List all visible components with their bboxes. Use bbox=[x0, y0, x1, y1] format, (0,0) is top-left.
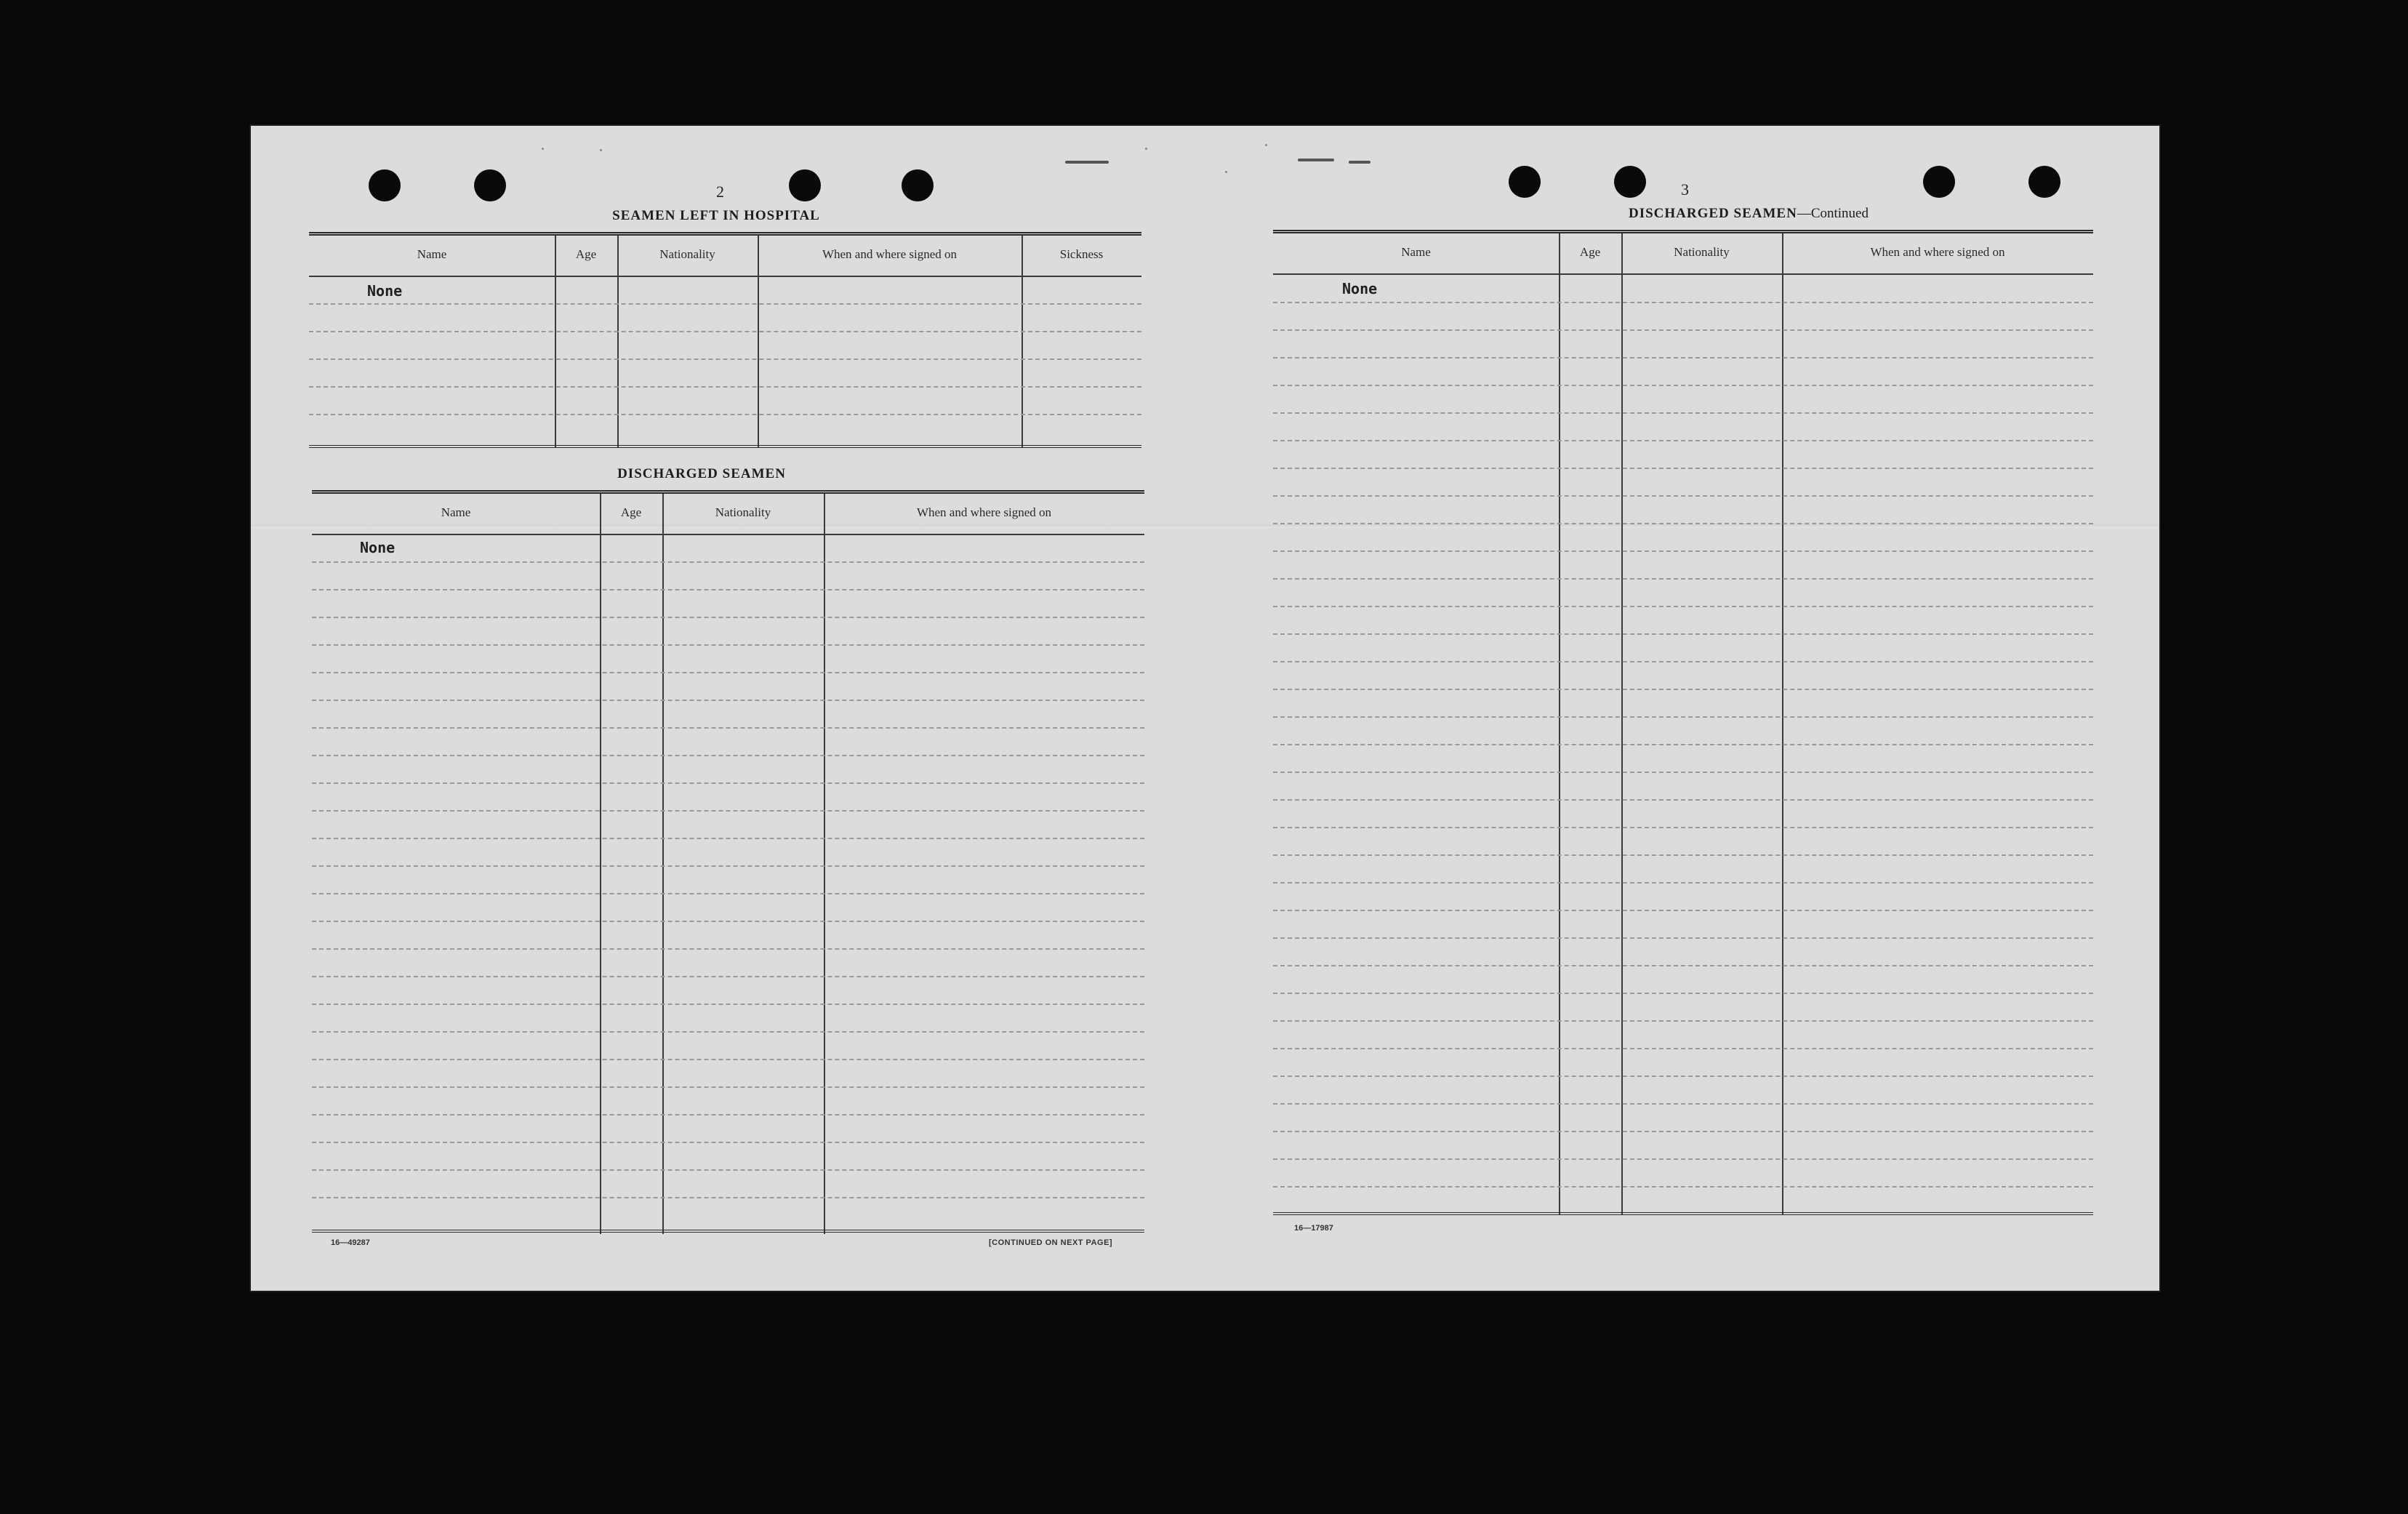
row-rule bbox=[312, 921, 1144, 922]
column-header-age: Age bbox=[620, 505, 642, 519]
punch-hole bbox=[1614, 166, 1646, 198]
row-rule bbox=[312, 617, 1144, 618]
row-rule bbox=[312, 727, 1144, 729]
column-header-signed-on: When and where signed on bbox=[916, 505, 1052, 519]
punch-hole bbox=[369, 169, 401, 201]
row-rule bbox=[1273, 1103, 2093, 1105]
table-bottom-rule bbox=[312, 1230, 1144, 1233]
row-rule bbox=[309, 386, 1141, 388]
punch-hole bbox=[474, 169, 506, 201]
column-divider bbox=[824, 494, 825, 1234]
row-rule bbox=[1273, 1020, 2093, 1022]
row-rule bbox=[1273, 1186, 2093, 1187]
column-header-nationality: Nationality bbox=[715, 505, 771, 519]
row-rule bbox=[1273, 744, 2093, 745]
row-rule bbox=[312, 1169, 1144, 1171]
table-entry-name: None bbox=[1342, 280, 1378, 297]
punch-hole bbox=[789, 169, 821, 201]
speck bbox=[1145, 148, 1147, 150]
row-rule bbox=[309, 331, 1141, 332]
row-rule bbox=[1273, 716, 2093, 718]
row-rule bbox=[312, 976, 1144, 977]
row-rule bbox=[312, 865, 1144, 867]
column-header-name: Name bbox=[1401, 245, 1431, 259]
row-rule bbox=[1273, 854, 2093, 856]
column-divider bbox=[1559, 233, 1560, 1215]
row-rule bbox=[1273, 523, 2093, 524]
header-rule bbox=[309, 276, 1141, 277]
speck bbox=[600, 149, 602, 151]
row-rule bbox=[1273, 910, 2093, 911]
column-header-age: Age bbox=[575, 247, 597, 261]
document-sheet bbox=[251, 126, 2159, 1291]
row-rule bbox=[1273, 661, 2093, 662]
row-rule bbox=[312, 672, 1144, 673]
row-rule bbox=[1273, 412, 2093, 414]
row-rule bbox=[309, 414, 1141, 415]
row-rule bbox=[312, 1197, 1144, 1198]
column-header-signed-on: When and where signed on bbox=[822, 247, 958, 261]
punch-hole bbox=[1923, 166, 1955, 198]
row-rule bbox=[1273, 468, 2093, 469]
row-rule bbox=[312, 1004, 1144, 1005]
row-rule bbox=[1273, 689, 2093, 690]
column-header-signed-on: When and where signed on bbox=[1870, 245, 2005, 259]
row-rule bbox=[1273, 993, 2093, 994]
row-rule bbox=[312, 644, 1144, 646]
discharged-section-title: DISCHARGED SEAMEN bbox=[617, 466, 786, 481]
row-rule bbox=[312, 1059, 1144, 1060]
row-rule bbox=[1273, 1048, 2093, 1049]
column-divider bbox=[1022, 236, 1023, 448]
punch-hole bbox=[2028, 166, 2060, 198]
header-rule bbox=[312, 534, 1144, 535]
row-rule bbox=[1273, 965, 2093, 966]
table-bottom-rule bbox=[309, 445, 1141, 448]
row-rule bbox=[1273, 550, 2093, 552]
table-bottom-rule bbox=[1273, 1212, 2093, 1215]
row-rule bbox=[312, 1142, 1144, 1143]
column-divider bbox=[1621, 233, 1623, 1215]
bleed-through-mark bbox=[1065, 161, 1109, 164]
title-suffix: —Continued bbox=[1797, 206, 1869, 221]
continued-note: [CONTINUED ON NEXT PAGE] bbox=[989, 1238, 1113, 1247]
punch-hole bbox=[902, 169, 934, 201]
hospital-section-title: SEAMEN LEFT IN HOSPITAL bbox=[612, 208, 820, 223]
column-divider bbox=[662, 494, 664, 1234]
row-rule bbox=[312, 1114, 1144, 1116]
row-rule bbox=[1273, 882, 2093, 884]
row-rule bbox=[1273, 606, 2093, 607]
bleed-through-mark bbox=[1349, 161, 1370, 164]
column-divider bbox=[617, 236, 619, 448]
row-rule bbox=[312, 755, 1144, 756]
form-code-right: 16—17987 bbox=[1294, 1224, 1333, 1233]
table-entry-name: None bbox=[360, 539, 396, 556]
form-code-left: 16—49287 bbox=[331, 1238, 370, 1247]
row-rule bbox=[1273, 302, 2093, 303]
row-rule bbox=[312, 561, 1144, 563]
column-divider bbox=[1782, 233, 1783, 1215]
row-rule bbox=[1273, 578, 2093, 580]
column-header-nationality: Nationality bbox=[659, 247, 715, 261]
row-rule bbox=[1273, 937, 2093, 939]
row-rule bbox=[1273, 495, 2093, 497]
discharged-table-right bbox=[1273, 230, 2093, 1215]
speck bbox=[1265, 144, 1267, 146]
title-text: DISCHARGED SEAMEN bbox=[1628, 206, 1797, 221]
row-rule bbox=[312, 810, 1144, 812]
row-rule bbox=[1273, 329, 2093, 331]
column-header-name: Name bbox=[417, 247, 447, 261]
speck bbox=[1225, 171, 1227, 173]
row-rule bbox=[1273, 772, 2093, 773]
column-divider bbox=[600, 494, 601, 1234]
punch-hole bbox=[1509, 166, 1541, 198]
speck bbox=[542, 148, 544, 150]
row-rule bbox=[309, 359, 1141, 360]
discharged-continued-title bbox=[1472, 206, 2025, 222]
row-rule bbox=[312, 893, 1144, 894]
column-divider bbox=[758, 236, 759, 448]
page-number-left: 2 bbox=[716, 183, 724, 201]
row-rule bbox=[1273, 799, 2093, 801]
header-rule bbox=[1273, 273, 2093, 275]
row-rule bbox=[1273, 440, 2093, 441]
page-number-right: 3 bbox=[1681, 180, 1689, 199]
table-entry-name: None bbox=[367, 282, 403, 300]
row-rule bbox=[312, 700, 1144, 701]
discharged-table-left bbox=[312, 490, 1144, 1234]
row-rule bbox=[1273, 1131, 2093, 1132]
bleed-through-mark bbox=[1298, 159, 1334, 161]
row-rule bbox=[1273, 827, 2093, 828]
row-rule bbox=[312, 589, 1144, 590]
row-rule bbox=[1273, 385, 2093, 386]
row-rule bbox=[312, 1086, 1144, 1088]
column-header-name: Name bbox=[441, 505, 471, 519]
row-rule bbox=[1273, 633, 2093, 635]
row-rule bbox=[1273, 357, 2093, 359]
hospital-table bbox=[309, 232, 1141, 448]
column-header-nationality: Nationality bbox=[1674, 245, 1730, 259]
column-header-age: Age bbox=[1579, 245, 1601, 259]
row-rule bbox=[312, 838, 1144, 839]
row-rule bbox=[1273, 1158, 2093, 1160]
column-divider bbox=[555, 236, 556, 448]
row-rule bbox=[312, 782, 1144, 784]
column-header-sickness: Sickness bbox=[1059, 247, 1104, 261]
row-rule bbox=[309, 303, 1141, 305]
row-rule bbox=[1273, 1076, 2093, 1077]
row-rule bbox=[312, 1031, 1144, 1033]
row-rule bbox=[312, 948, 1144, 950]
